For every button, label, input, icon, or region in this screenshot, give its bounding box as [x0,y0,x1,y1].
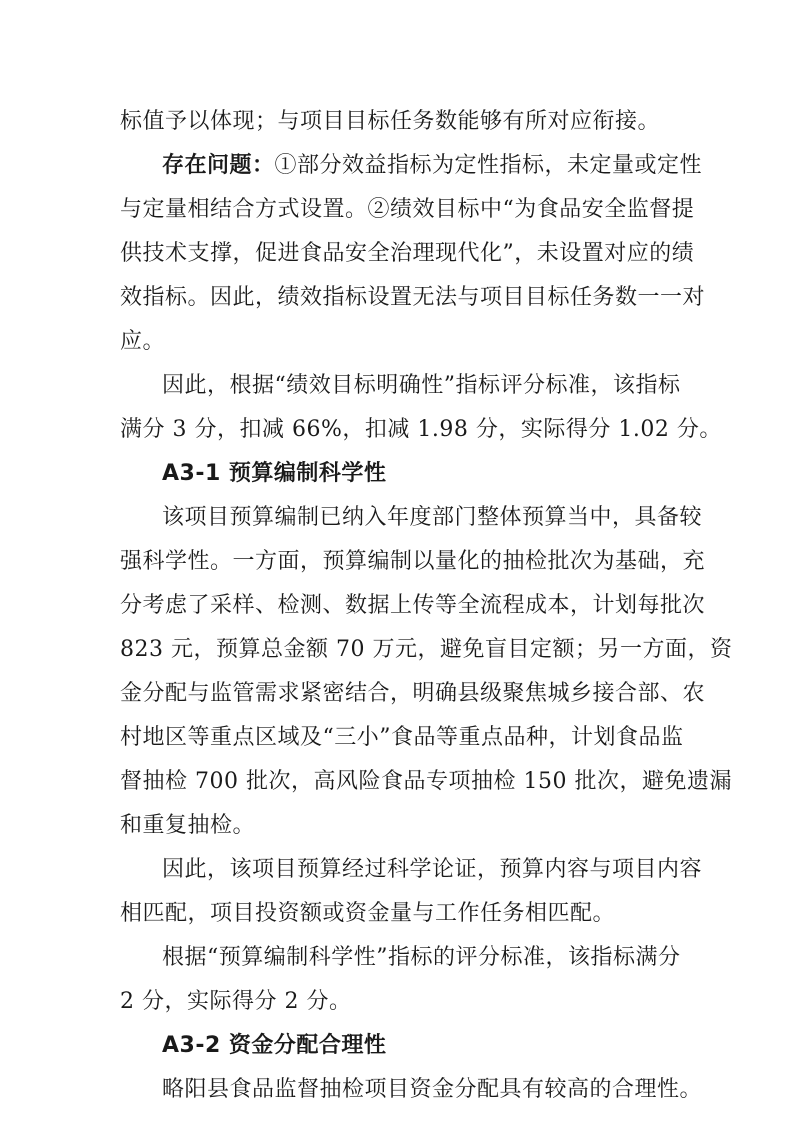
text-line-16: 督抽检 700 批次，高风险食品专项抽检 150 批次，避免遗漏 [120,769,732,794]
text-line-7: 因此，根据“绩效目标明确性”指标评分标准，该指标 [162,373,681,398]
text-line-3: 与定量相结合方式设置。②绩效目标中“为食品安全监督提 [120,197,695,222]
section-heading-a3-2: A3-2 资金分配合理性 [162,1033,387,1058]
text-line-6: 应。 [120,329,166,354]
text-line-23: 略阳县食品监督抽检项目资金分配具有较高的合理性。 [162,1077,703,1102]
text-line-11: 强科学性。一方面，预算编制以量化的抽检批次为基础，充 [120,549,706,574]
text-line-19: 相匹配，项目投资额或资金量与工作任务相匹配。 [120,901,616,926]
text-line-8: 满分 3 分，扣减 66%，扣减 1.98 分，实际得分 1.02 分。 [120,417,722,442]
section-heading-a3-1: A3-1 预算编制科学性 [162,461,387,486]
text-line-18: 因此，该项目预算经过科学论证，预算内容与项目内容 [162,857,703,882]
text-line-20: 根据“预算编制科学性”指标的评分标准，该指标满分 [162,945,681,970]
text-line-15: 村地区等重点区域及“三小”食品等重点品种，计划食品监 [120,725,684,750]
text-line-5: 效指标。因此，绩效指标设置无法与项目目标任务数一一对 [120,285,706,310]
text-line-1: 标值予以体现；与项目目标任务数能够有所对应衔接。 [120,109,661,134]
text-line-14: 金分配与监管需求紧密结合，明确县级聚焦城乡接合部、农 [120,681,706,706]
text-line-13: 823 元，预算总金额 70 万元，避免盲目定额；另一方面，资 [120,637,733,662]
text-line-4: 供技术支撑，促进食品安全治理现代化”，未设置对应的绩 [120,241,695,266]
issue-text: ①部分效益指标为定性指标，未定量或定性 [274,153,703,178]
text-line-2 [162,151,703,181]
text-line-10: 该项目预算编制已纳入年度部门整体预算当中，具备较 [162,505,703,530]
text-line-12: 分考虑了采样、检测、数据上传等全流程成本，计划每批次 [120,593,706,618]
text-line-17: 和重复抽检。 [120,813,256,838]
issue-heading: 存在问题： [162,153,275,178]
text-line-21: 2 分，实际得分 2 分。 [120,989,352,1014]
